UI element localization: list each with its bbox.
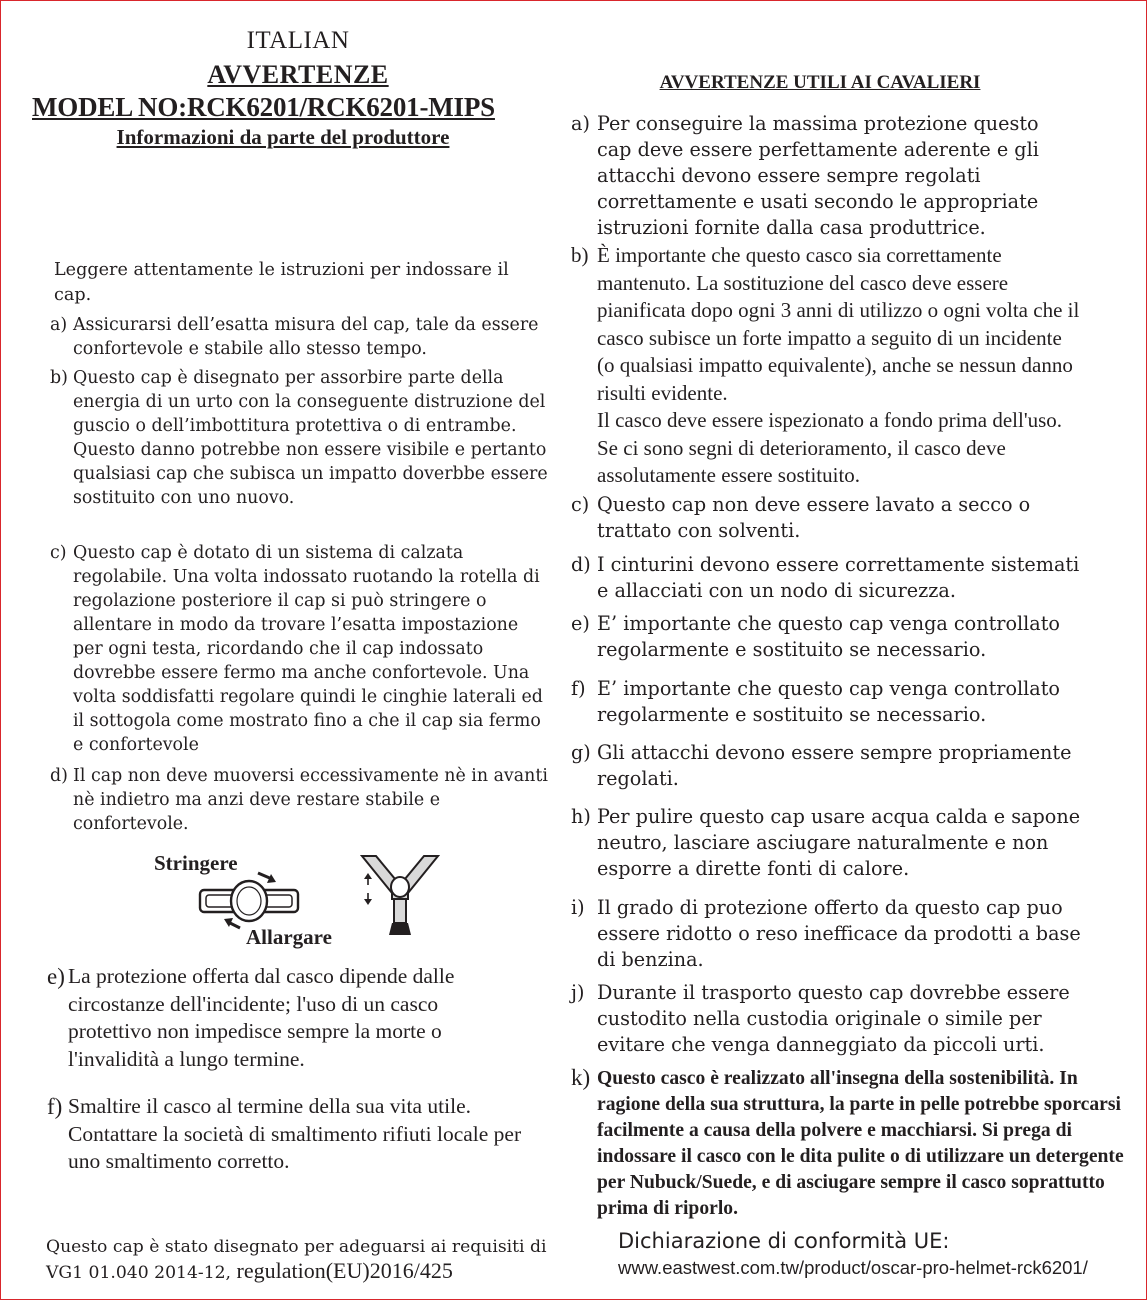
compliance-note (46, 1235, 566, 1285)
intro-text: Leggere attentamente le istruzioni per indossare il cap. (54, 260, 509, 305)
tighten-label: Stringere (154, 851, 238, 875)
eu-declaration-label: Dichiarazione di conformità UE: (618, 1229, 950, 1253)
right-item-b (571, 242, 1083, 490)
item-text: La protezione offerta dal casco dipende dalle circostanze dell'incidente; l'uso di un casco protettivo non impedisce sempre la morte o l'invalidità a lungo termine. (68, 964, 455, 1071)
left-item-a (50, 313, 550, 361)
item-text: E’ importante che questo cap venga controllato regolarmente e sostituito se necessario. (597, 677, 1060, 726)
left-item-f (47, 1093, 527, 1176)
right-item-k (571, 1066, 1136, 1222)
right-item-i (571, 895, 1081, 973)
right-item-h (571, 804, 1091, 882)
item-text: Gli attacchi devono essere sempre propriamente regolati. (597, 741, 1072, 790)
compliance-line-2: VG1 01.040 2014-12, regulation(EU)2016/425 (46, 1258, 453, 1283)
right-item-g (571, 740, 1091, 792)
item-text: Il grado di protezione offerto da questo cap puo essere ridotto o reso inefficace da prodotti a base di benzina. (597, 896, 1081, 971)
item-text: Questo casco è realizzato all'insegna della sostenibilità. In ragione della sua struttura, la parte in pelle potrebbe sporcarsi facilmente a causa della polvere e macchiarsi. Si prega di indossare il casco con le dita pulite o di utilizzare un detergente per Nubuck/Suede, e di asciugare sempre il casco soprattutto prima di riporlo. (597, 1068, 1124, 1219)
language-heading: ITALIAN (246, 27, 350, 54)
item-text: I cinturini devono essere correttamente sistemati e allacciati con un nodo di sicurezza. (597, 553, 1080, 602)
item-text: Durante il trasporto questo cap dovrebbe essere custodito nella custodia originale o simile per evitare che venga danneggiato da piccoli urti. (597, 981, 1070, 1056)
item-text: Questo cap non deve essere lavato a secco o trattato con solventi. (597, 493, 1031, 542)
right-item-c (571, 492, 1051, 544)
right-item-j (571, 980, 1081, 1058)
item-text: È importante che questo casco sia correttamente mantenuto. La sostituzione del casco deve essere pianificata dopo ogni 3 anni di utilizzo o ogni volta che il casco subisce un forte impatto a seguito di un incidente (o qualsiasi impatto equivalente), anche se nessun danno risulti evidente. (597, 243, 1080, 405)
item-text: Il cap non deve muoversi eccessivamente nè in avanti nè indietro ma anzi deve restare stabile e confortevole. (73, 766, 548, 834)
left-item-e (47, 963, 527, 1073)
right-item-e (571, 611, 1091, 663)
manufacturer-info-heading: Informazioni da parte del produttore (116, 125, 450, 149)
item-text: Smaltire il casco al termine della sua vita utile. Contattare la società di smaltimento rifiuti locale per uno smaltimento corretto. (68, 1094, 522, 1173)
item-text: Per conseguire la massima protezione questo cap deve essere perfettamente aderente e gli attacchi devono essere sempre regolati correttamente e usati secondo le appropriate istruzioni fornite dalla casa produttrice. (597, 112, 1039, 239)
item-label: g) (571, 741, 591, 764)
item-label: f) (47, 1094, 63, 1119)
item-label: h) (571, 805, 591, 828)
item-label: d) (50, 766, 68, 786)
item-label: f) (571, 677, 586, 700)
adjustment-dial-icon (196, 864, 306, 936)
rider-warnings-heading: AVVERTENZE UTILI AI CAVALIERI (659, 72, 981, 93)
item-label: e) (571, 612, 590, 635)
right-item-f (571, 676, 1091, 728)
right-item-d (571, 552, 1081, 604)
declaration-url[interactable]: www.eastwest.com.tw/product/oscar-pro-helmet-rck6201/ (618, 1257, 1088, 1278)
item-text: Assicurarsi dell’esatta misura del cap, tale da essere confortevole e stabile allo stesso tempo. (73, 315, 539, 359)
left-item-c (50, 541, 550, 757)
item-label: c) (571, 493, 590, 516)
item-text: E’ importante che questo cap venga controllato regolarmente e sostituito se necessario. (597, 612, 1060, 661)
left-item-d (50, 764, 550, 836)
right-item-a (571, 111, 1061, 241)
item-label: k) (571, 1065, 591, 1090)
item-label: d) (571, 553, 591, 576)
loosen-label: Allargare (246, 925, 332, 949)
item-text: Questo cap è dotato di un sistema di calzata regolabile. Una volta indossato ruotando la rotella di regolazione posteriore il cap si può stringere o allentare in modo da trovare l’esatta impostazione per ogni testa, ricordando che il cap indossato dovrebbe essere fermo ma anche confortevole. Una volta soddisfatti regolare quindi le cinghie laterali ed il sottogola come mostrato fino a che il cap sia fermo e confortevole (73, 543, 543, 755)
item-label: c) (50, 543, 67, 563)
item-text: Per pulire questo cap usare acqua calda e sapone neutro, lasciare asciugare naturalmente e non esporre a dirette fonti di calore. (597, 805, 1081, 880)
item-label: b) (571, 243, 589, 267)
item-label: j) (571, 981, 585, 1004)
model-number: MODEL NO:RCK6201/RCK6201-MIPS (32, 92, 495, 122)
left-item-b (50, 366, 550, 510)
item-label: e) (47, 964, 65, 989)
compliance-line-1: Questo cap è stato disegnato per adeguarsi ai requisiti di (46, 1237, 547, 1257)
item-label: i) (571, 896, 585, 919)
item-label: b) (50, 368, 68, 388)
item-label: a) (50, 315, 68, 335)
item-text: Questo cap è disegnato per assorbire parte della energia di un urto con la conseguente distruzione del guscio o dell’imbottitura protettiva o di entrambe. Questo danno potrebbe non essere visibile e pertanto qualsiasi cap che subisca un impatto doverbbe essere sostituito con uno nuovo. (73, 368, 548, 508)
strap-adjuster-icon (356, 853, 442, 939)
item-label: a) (571, 112, 590, 135)
item-text-2: Il casco deve essere ispezionato a fondo prima dell'uso. Se ci sono segni di deterioramento, il casco deve assolutamente essere sostituito. (597, 408, 1063, 487)
warnings-heading: AVVERTENZE (207, 60, 389, 89)
